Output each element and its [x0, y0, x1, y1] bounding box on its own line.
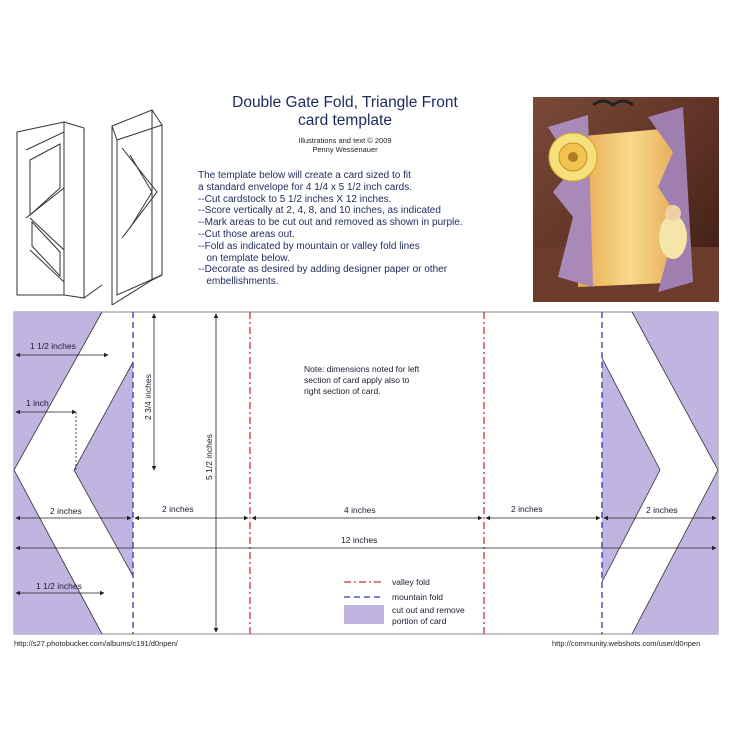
- instruction-line: a standard envelope for 4 1/4 x 5 1/2 inch cards.: [198, 181, 413, 193]
- dim-label: 2 inches: [646, 505, 678, 515]
- dim-label: 1 inch: [26, 398, 49, 408]
- dim-label: 2 3/4 inches: [143, 374, 153, 420]
- instruction-line: --Cut those areas out.: [198, 228, 295, 240]
- instruction-line: --Score vertically at 2, 4, 8, and 10 inches, as indicated: [198, 205, 441, 217]
- dim-label: 2 inches: [162, 504, 194, 514]
- instruction-line: --Fold as indicated by mountain or valley fold lines: [198, 240, 420, 252]
- instruction-line: --Cut cardstock to 5 1/2 inches X 12 inches.: [198, 193, 392, 205]
- sketch-left-panel: [17, 122, 64, 295]
- legend-cutout-label-2: portion of card: [392, 616, 447, 626]
- credit-line-1: Illustrations and text © 2009: [298, 136, 392, 145]
- credit: [190, 136, 500, 154]
- dim-label: 2 inches: [50, 506, 82, 516]
- page-title: [190, 94, 500, 130]
- finished-card-photo: [533, 97, 719, 302]
- folded-card-sketch: [12, 100, 184, 305]
- note-line: Note: dimensions noted for left: [304, 364, 420, 374]
- dim-label: 1 1/2 inches: [36, 581, 82, 591]
- title-line-1: Double Gate Fold, Triangle Front: [232, 94, 458, 111]
- credit-line-2: Penny Wessenauer: [312, 145, 378, 154]
- title-line-2: card template: [298, 112, 392, 129]
- instruction-line: on template below.: [198, 252, 290, 264]
- dim-label: 4 inches: [344, 505, 376, 515]
- dim-label: 5 1/2 inches: [204, 434, 214, 480]
- instruction-line: --Mark areas to be cut out and removed as shown in purple.: [198, 217, 463, 229]
- dim-label: 2 inches: [511, 504, 543, 514]
- dim-label: 1 1/2 inches: [30, 341, 76, 351]
- instruction-line: The template below will create a card sized to fit: [198, 170, 411, 181]
- dim-label: 12 inches: [341, 535, 378, 545]
- legend-mountain-label: mountain fold: [392, 592, 444, 602]
- card-template-diagram: [0, 300, 736, 650]
- instruction-line: --Decorate as desired by adding designer paper or other: [198, 264, 448, 276]
- instruction-line: embellishments.: [198, 276, 279, 288]
- instructions-list: [198, 170, 528, 288]
- legend-cutout-swatch: [344, 605, 384, 624]
- note-line: section of card apply also to: [304, 375, 410, 385]
- source-url-right: http://community.webshots.com/user/d0npen: [552, 639, 701, 648]
- source-url-left: http://s27.photobucket.com/albums/c191/d0npen/: [14, 639, 178, 648]
- note-line: right section of card.: [304, 386, 381, 396]
- sketch-left-gate: [64, 122, 84, 298]
- legend-valley-label: valley fold: [392, 577, 430, 587]
- legend-cutout-label-1: cut out and remove: [392, 605, 465, 615]
